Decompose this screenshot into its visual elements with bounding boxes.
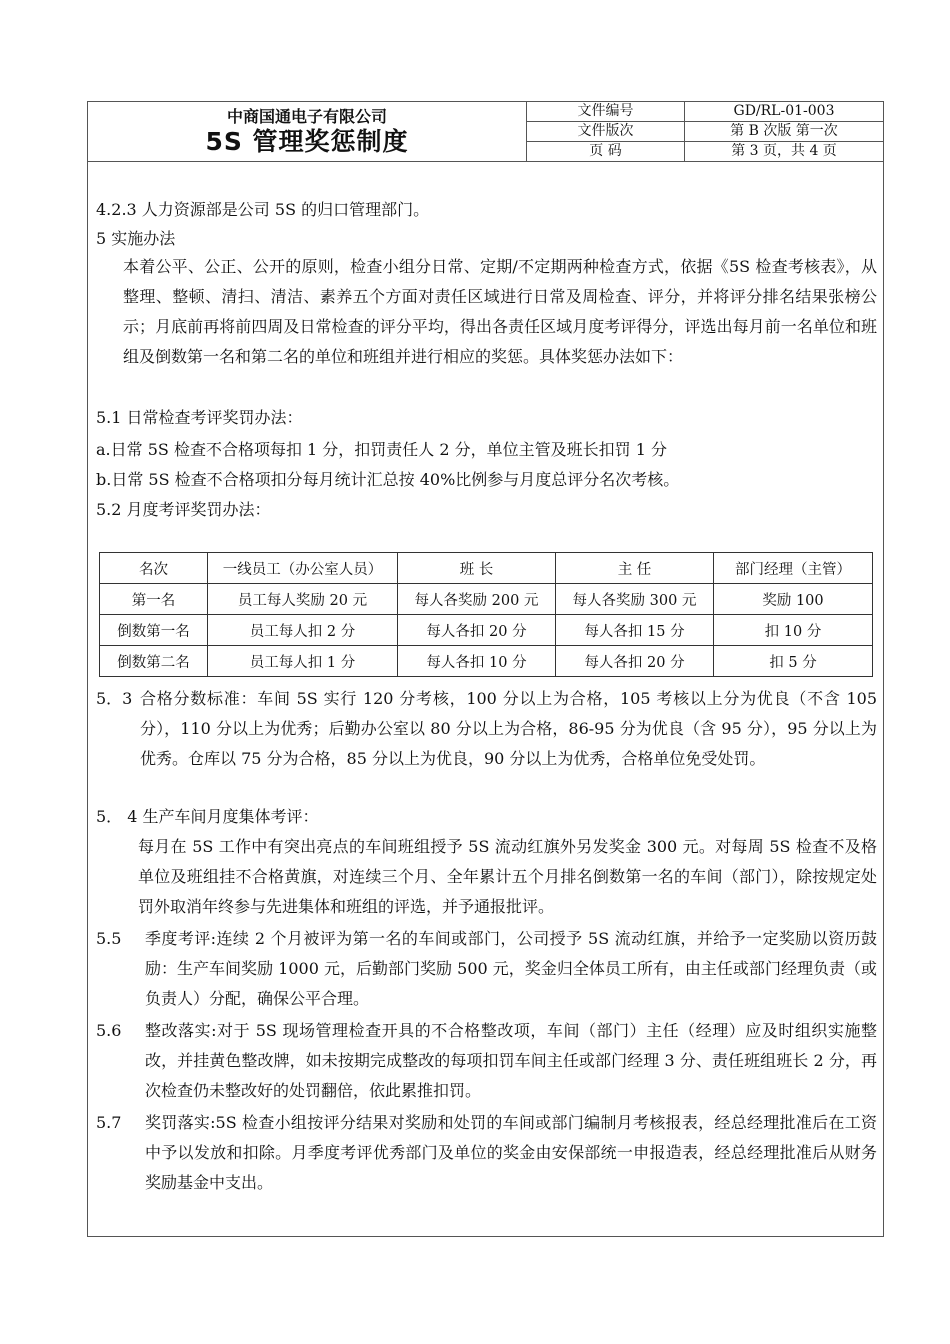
page-label: 页 码 [527, 142, 685, 161]
document-header [88, 102, 883, 162]
table-cell: 奖励 100 [714, 584, 873, 615]
document-title: 5S 管理奖惩制度 [205, 127, 409, 156]
file-version-label: 文件版次 [527, 122, 685, 141]
table-cell: 扣 5 分 [714, 646, 873, 677]
section-5-1-a: a.日常 5S 检查不合格项每扣 1 分，扣罚责任人 2 分，单位主管及班长扣罚 1 分 [96, 440, 667, 459]
section-5-6-number: 5.6 [96, 1021, 122, 1040]
file-number-label: 文件编号 [527, 102, 685, 121]
table-row [100, 584, 873, 615]
table-cell: 员工每人奖励 20 元 [208, 584, 398, 615]
section-5-5-text: 季度考评:连续 2 个月被评为第一名的车间或部门，公司授予 5S 流动红旗，并给予一定奖励以资历鼓励：生产车间奖励 1000 元，后勤部门奖励 500 元，奖金归全体员工所有，由主任或部门经理负责（或负责人）分配，确保公平合理。 [145, 929, 877, 1008]
section-5-4-text: 每月在 5S 工作中有突出亮点的车间班组授予 5S 流动红旗外另发奖金 300 元。对每周 5S 检查不及格单位及班组挂不合格黄旗，对连续三个月、全年累计五个月排名倒数第一名的车间（部门），除按规定处罚外取消年终参与先进集体和班组的评选，并予通报批评。 [138, 837, 877, 916]
table-header-row [100, 553, 873, 584]
header-row-page [527, 142, 883, 161]
table-cell: 员工每人扣 2 分 [208, 615, 398, 646]
section-5-3-text: 合格分数标准：车间 5S 实行 120 分考核，100 分以上为合格，105 考核以上分为优良（不含 105 分），110 分以上为优秀；后勤办公室以 80 分以上为合格，86-95 分为优良（含 95 分），95 分以上为优秀。仓库以 75 分为合格，85 分以上为优良，90 分以上为优秀，合格单位免受处罚。 [140, 689, 877, 768]
section-5-3-number: 5．3 [96, 689, 133, 708]
table-cell: 员工每人扣 1 分 [208, 646, 398, 677]
section-5-heading: 5 实施办法 [96, 229, 176, 248]
page-value: 第 3 页，共 4 页 [731, 143, 837, 159]
company-name: 中商国通电子有限公司 [226, 107, 387, 126]
table-cell: 每人各扣 20 分 [398, 615, 556, 646]
table-cell: 每人各扣 15 分 [556, 615, 714, 646]
table-cell: 第一名 [100, 584, 208, 615]
table-cell: 每人各扣 10 分 [398, 646, 556, 677]
table-row [100, 615, 873, 646]
section-5-text: 本着公平、公正、公开的原则，检查小组分日常、定期/不定期两种检查方式，依据《5S 检查考核表》，从整理、整顿、清扫、清洁、素养五个方面对责任区域进行日常及周检查、评分，并将评分排名结果张榜公示；月底前再将前四周及日常检查的评分平均，得出各责任区域月度考评得分，评选出每月前一名单位和班组及倒数第一名和第二名的单位和班组并进行相应的奖惩。具体奖惩办法如下： [123, 257, 877, 366]
table-header-cell: 部门经理（主管） [714, 553, 873, 584]
section-5-1-b: b.日常 5S 检查不合格项扣分每月统计汇总按 40%比例参与月度总评分名次考核。 [96, 470, 680, 489]
section-5-2-heading: 5.2 月度考评奖罚办法： [96, 500, 271, 519]
file-version-value: 第 B 次版 第一次 [730, 123, 838, 139]
section-5-7-text: 奖罚落实:5S 检查小组按评分结果对奖励和处罚的车间或部门编制月考核报表，经总经理批准后在工资中予以发放和扣除。月季度考评优秀部门及单位的奖金由安保部统一申报造表，经总经理批准后从财务奖励基金中支出。 [145, 1113, 877, 1192]
table-cell: 扣 10 分 [714, 615, 873, 646]
table-row [100, 646, 873, 677]
table-header-cell: 班 长 [398, 553, 556, 584]
table-header-cell: 主 任 [556, 553, 714, 584]
table-cell: 每人各奖励 200 元 [398, 584, 556, 615]
section-5-6-text: 整改落实:对于 5S 现场管理检查开具的不合格整改项，车间（部门）主任（经理）应及时组织实施整改，并挂黄色整改牌，如未按期完成整改的每项扣罚车间主任或部门经理 3 分、责任班组班长 2 分，再次检查仍未整改好的处罚翻倍，依此累推扣罚。 [145, 1021, 877, 1100]
document-frame [87, 101, 884, 1237]
header-title-block [88, 102, 527, 161]
header-row-file-number [527, 102, 883, 122]
section-4-2-3: 4.2.3 人力资源部是公司 5S 的归口管理部门。 [96, 200, 430, 219]
monthly-reward-table [99, 552, 873, 677]
table-header-cell: 名次 [100, 553, 208, 584]
file-number-value: GD/RL-01-003 [733, 103, 835, 119]
section-5-1-heading: 5.1 日常检查考评奖罚办法： [96, 408, 303, 427]
table-cell: 倒数第一名 [100, 615, 208, 646]
table-cell: 倒数第二名 [100, 646, 208, 677]
section-5-4-heading: 5． 4 生产车间月度集体考评： [96, 807, 319, 826]
table-cell: 每人各扣 20 分 [556, 646, 714, 677]
table-header-cell: 一线员工（办公室人员） [208, 553, 398, 584]
section-5-5-number: 5.5 [96, 929, 122, 948]
table-cell: 每人各奖励 300 元 [556, 584, 714, 615]
section-5-7-number: 5.7 [96, 1113, 122, 1132]
header-row-file-version [527, 122, 883, 142]
